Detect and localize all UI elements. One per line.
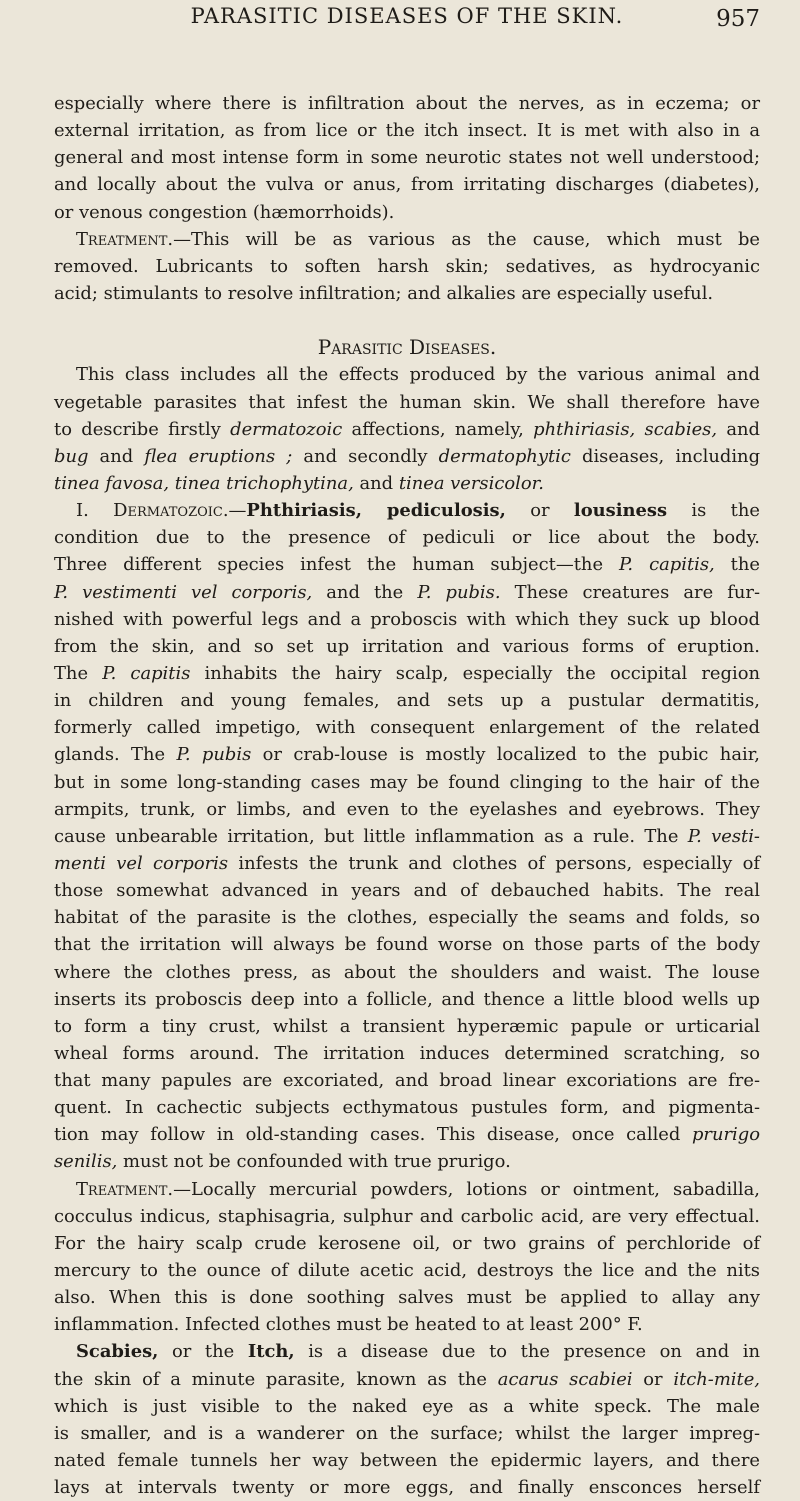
text-line bbox=[54, 633, 760, 660]
text-run: Itch, bbox=[247, 1341, 295, 1363]
text-run: inhabits the hairy scalp, especially the occipital region bbox=[190, 662, 760, 684]
text-run: especially where there is infiltration about the nerves, as in eczema; or bbox=[54, 93, 760, 114]
text-run: tinea versicolor. bbox=[398, 472, 544, 494]
text-line bbox=[54, 1420, 760, 1447]
text-line bbox=[54, 959, 760, 986]
text-line bbox=[54, 361, 760, 388]
text-run: nated female tunnels her way between the epidermic layers, and there bbox=[54, 1450, 760, 1472]
text-run: dermatophytic bbox=[438, 445, 571, 467]
text-run: flea eruptions ; bbox=[144, 445, 293, 467]
text-line bbox=[54, 1257, 760, 1284]
text-run: which is just visible to the naked eye as a white speck. The male bbox=[54, 1395, 760, 1417]
text-run: acid; stimulants to resolve infiltration; and alkalies are especially useful. bbox=[54, 282, 714, 304]
text-line bbox=[54, 497, 760, 524]
text-run: inserts its proboscis deep into a follicle, and thence a little blood wells up bbox=[54, 988, 760, 1010]
text-run: cocculus indicus, staphisagria, sulphur and carbolic acid, are very effectual. bbox=[54, 1205, 760, 1227]
text-run: cause unbearable irritation, but little inflammation as a rule. The bbox=[54, 825, 688, 847]
text-line bbox=[54, 1447, 760, 1474]
text-run: is smaller, and is a wanderer on the surface; whilst the larger impreg- bbox=[54, 1422, 760, 1444]
text-run: affections, namely, bbox=[342, 418, 534, 440]
text-line bbox=[54, 443, 760, 470]
text-line bbox=[54, 606, 760, 633]
text-run: to form a tiny crust, whilst a transient hyperæmic papule or urticarial bbox=[54, 1015, 760, 1037]
text-line bbox=[54, 823, 760, 850]
text-line bbox=[54, 144, 760, 171]
text-run: where the clothes press, as about the shoulders and waist. The louse bbox=[54, 961, 760, 983]
text-run: Treatment. bbox=[76, 1178, 174, 1200]
text-run: Phthiriasis, pediculosis, bbox=[246, 500, 506, 522]
text-run: also. When this is done soothing salves must be applied to allay any bbox=[54, 1287, 760, 1309]
text-line bbox=[54, 416, 760, 443]
text-run: P. pubis. bbox=[417, 581, 501, 603]
text-run: or bbox=[505, 500, 574, 522]
text-run: —This will be as various as the cause, which must be bbox=[173, 228, 760, 250]
text-run: armpits, trunk, or limbs, and even to the eyelashes and eyebrows. They bbox=[54, 798, 760, 820]
text-run: or venous congestion (hæmorrhoids). bbox=[54, 201, 395, 223]
text-run: P. pubis bbox=[176, 744, 252, 766]
text-run: and bbox=[717, 418, 761, 440]
text-line bbox=[54, 579, 760, 606]
page-number: 957 bbox=[716, 6, 760, 32]
text-run: lays at intervals twenty or more eggs, and finally ensconces herself bbox=[54, 1477, 760, 1499]
text-line bbox=[54, 1040, 760, 1067]
running-title: PARASITIC DISEASES OF THE SKIN. bbox=[190, 4, 624, 28]
text-run: menti vel corporis bbox=[54, 852, 229, 874]
text-line bbox=[54, 117, 760, 144]
text-line bbox=[54, 1284, 760, 1311]
text-run: Parasitic Diseases. bbox=[317, 335, 497, 360]
text-run: in children and young females, and sets up a pustular dermatitis, bbox=[54, 690, 760, 712]
text-line bbox=[54, 741, 760, 768]
text-line bbox=[54, 90, 760, 117]
text-run: condition due to the presence of pediculi or lice about the body. bbox=[54, 527, 760, 549]
text-line bbox=[54, 1366, 760, 1393]
text-line bbox=[54, 524, 760, 551]
text-line bbox=[54, 1203, 760, 1230]
text-line bbox=[54, 714, 760, 741]
text-line bbox=[54, 1474, 760, 1501]
text-line bbox=[54, 1121, 760, 1148]
text-line bbox=[54, 551, 760, 578]
text-line bbox=[54, 931, 760, 958]
text-run: removed. Lubricants to soften harsh skin; sedatives, as hydrocyanic bbox=[54, 255, 760, 277]
text-run: vegetable parasites that infest the human skin. We shall therefore have bbox=[54, 391, 760, 413]
text-run: from the skin, and so set up irritation and various forms of eruption. bbox=[54, 635, 760, 657]
text-run: Three different species infest the human subject—the bbox=[54, 554, 620, 576]
text-run: and bbox=[353, 472, 399, 494]
text-run: must not be confounded with true prurigo. bbox=[117, 1151, 511, 1173]
text-run: the skin of a minute parasite, known as the bbox=[54, 1368, 498, 1390]
page-body bbox=[54, 90, 760, 1501]
text-run: formerly called impetigo, with consequent enlargement of the related bbox=[54, 717, 760, 739]
text-run: external irritation, as from lice or the itch insect. It is met with also in a bbox=[54, 120, 760, 142]
text-run: but in some long-standing cases may be found clinging to the hair of the bbox=[54, 771, 760, 793]
text-line bbox=[54, 334, 760, 361]
text-run: tinea favosa, tinea trichophytina, bbox=[54, 472, 354, 494]
text-line bbox=[54, 660, 760, 687]
text-run: —Locally mercurial powders, lotions or ointment, sabadilla, bbox=[173, 1178, 760, 1200]
text-run: phthiriasis, scabies, bbox=[533, 418, 718, 440]
text-run: Scabies, bbox=[76, 1341, 159, 1363]
text-run: dermatozoic bbox=[230, 418, 343, 440]
text-line bbox=[54, 226, 760, 253]
text-run: I. bbox=[76, 500, 114, 522]
text-run: prurigo bbox=[691, 1124, 760, 1146]
text-run: is a disease due to the presence on and in bbox=[294, 1341, 761, 1363]
text-run: that the irritation will always be found worse on those parts of the body bbox=[54, 934, 760, 956]
text-line bbox=[54, 1338, 760, 1365]
text-run: P. vestimenti vel corporis, bbox=[54, 581, 313, 603]
text-run: These creatures are fur- bbox=[500, 581, 760, 603]
text-run: and bbox=[88, 445, 145, 467]
text-run: wheal forms around. The irritation induces determined scratching, so bbox=[54, 1042, 760, 1064]
text-line bbox=[54, 850, 760, 877]
text-line bbox=[54, 1393, 760, 1420]
text-run: P. capitis, bbox=[619, 554, 715, 576]
text-line bbox=[54, 687, 760, 714]
page-header bbox=[54, 4, 760, 40]
text-run: inflammation. Infected clothes must be heated to at least 200° F. bbox=[54, 1314, 643, 1336]
text-line bbox=[54, 877, 760, 904]
text-run: those somewhat advanced in years and of debauched habits. The real bbox=[54, 880, 760, 902]
text-run: bug bbox=[54, 445, 89, 467]
text-line bbox=[54, 253, 760, 280]
text-run: For the hairy scalp crude kerosene oil, or two grains of perchloride of bbox=[54, 1232, 760, 1254]
text-run: senilis, bbox=[54, 1151, 118, 1173]
text-line bbox=[54, 389, 760, 416]
text-run: P. vesti- bbox=[687, 825, 760, 847]
text-line bbox=[54, 1230, 760, 1257]
text-line bbox=[54, 796, 760, 823]
text-line bbox=[54, 470, 760, 497]
text-run: mercury to the ounce of dilute acetic acid, destroys the lice and the nits bbox=[54, 1260, 760, 1282]
text-run: habitat of the parasite is the clothes, especially the seams and folds, so bbox=[54, 907, 760, 929]
text-run: itch-mite, bbox=[673, 1368, 760, 1390]
text-run: quent. In cachectic subjects ecthymatous pustules form, and pigmenta- bbox=[54, 1097, 760, 1119]
text-run: The bbox=[54, 662, 103, 684]
text-line bbox=[54, 769, 760, 796]
text-line bbox=[54, 1148, 760, 1175]
text-run: acarus scabiei bbox=[497, 1368, 633, 1390]
text-run: This class includes all the effects produced by the various animal and bbox=[76, 364, 760, 386]
text-line bbox=[54, 1311, 760, 1338]
text-line bbox=[54, 171, 760, 198]
text-run: diseases, including bbox=[570, 445, 761, 467]
text-run: or crab-louse is mostly localized to the pubic hair, bbox=[251, 744, 760, 766]
text-line bbox=[54, 986, 760, 1013]
text-run: P. capitis bbox=[102, 662, 191, 684]
text-run: and the bbox=[312, 581, 418, 603]
text-line bbox=[54, 1176, 760, 1203]
text-run: tion may follow in old-standing cases. This disease, once called bbox=[54, 1124, 692, 1146]
text-run: is the bbox=[667, 500, 760, 522]
text-line bbox=[54, 904, 760, 931]
text-run: Treatment. bbox=[76, 228, 174, 250]
text-line bbox=[54, 199, 760, 226]
text-run: lousiness bbox=[573, 500, 668, 522]
text-line bbox=[54, 280, 760, 307]
text-line bbox=[54, 307, 760, 334]
text-run: that many papules are excoriated, and broad linear excoriations are fre- bbox=[54, 1070, 760, 1092]
text-run: and secondly bbox=[292, 445, 439, 467]
text-run: nished with powerful legs and a proboscis with which they suck up blood bbox=[54, 608, 760, 630]
text-run: infests the trunk and clothes of persons, especially of bbox=[228, 852, 760, 874]
text-run: general and most intense form in some neurotic states not well understood; bbox=[54, 147, 760, 169]
text-run: Dermatozoic. bbox=[113, 500, 229, 522]
text-run: or bbox=[632, 1368, 674, 1390]
text-run: and locally about the vulva or anus, from irritating discharges (diabetes), bbox=[54, 174, 760, 196]
text-run: or the bbox=[158, 1341, 248, 1363]
text-run: — bbox=[228, 500, 247, 522]
text-run: glands. The bbox=[54, 744, 177, 766]
text-run: to describe firstly bbox=[54, 418, 231, 440]
text-run: the bbox=[714, 554, 760, 576]
text-line bbox=[54, 1013, 760, 1040]
text-line bbox=[54, 1067, 760, 1094]
text-line bbox=[54, 1094, 760, 1121]
